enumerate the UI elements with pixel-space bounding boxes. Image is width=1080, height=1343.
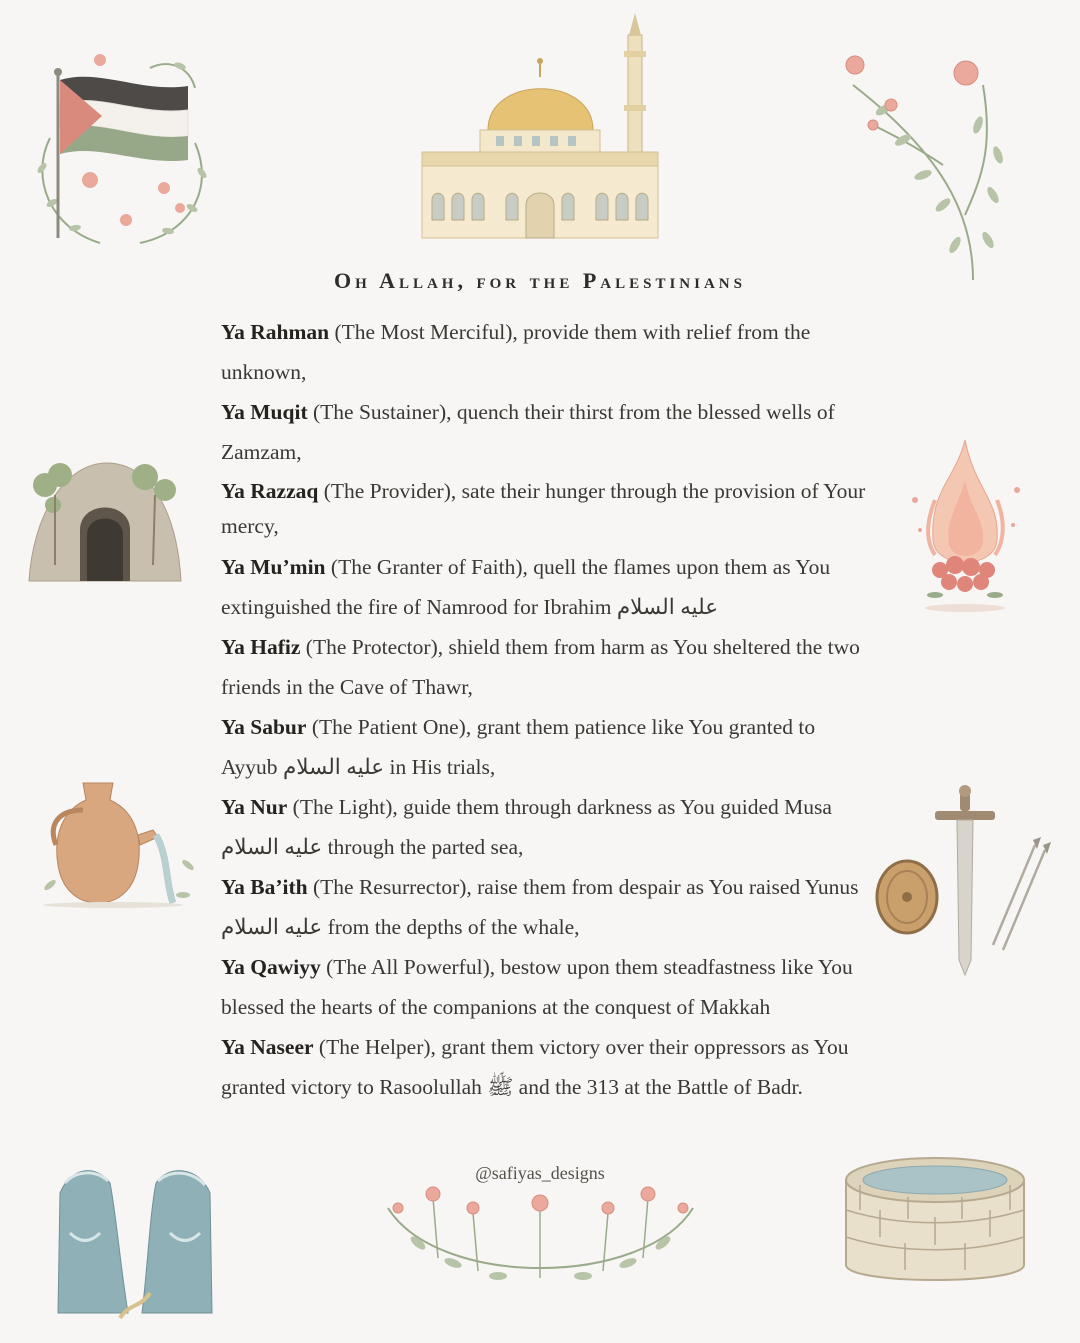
dua-text: (The All Powerful), bestow upon them steadfastness like You blessed the hearts of the companions at the conquest of Makkah	[221, 955, 853, 1019]
divine-name: Ya Naseer	[221, 1035, 314, 1059]
dua-item	[221, 947, 871, 1027]
dua-item	[221, 787, 871, 867]
divine-name: Ya Razzaq	[221, 479, 319, 503]
flower-garland-icon	[378, 1168, 703, 1298]
sword-shield-arrows-icon	[875, 785, 1070, 980]
dua-item	[221, 627, 871, 707]
dua-text: (The Most Merciful), provide them with relief from the unknown,	[221, 320, 811, 384]
dua-text: (The Resurrector), raise them from despair as You raised Yunus عليه السلام from the depths of the whale,	[221, 875, 859, 939]
divine-name: Ya Rahman	[221, 320, 330, 344]
dua-item	[221, 392, 871, 472]
dua-item	[221, 1027, 871, 1107]
dua-item	[221, 312, 871, 392]
divine-name: Ya Sabur	[221, 715, 307, 739]
page-title: Oh Allah, for the Palestinians	[334, 268, 746, 293]
dua-text: (The Sustainer), quench their thirst from the blessed wells of Zamzam,	[221, 400, 835, 464]
fire-flowers-icon	[905, 430, 1025, 615]
dua-text: (The Light), guide them through darkness as You guided Musa عليه السلام through the parted sea,	[221, 795, 832, 859]
divine-name: Ya Qawiyy	[221, 955, 321, 979]
dua-text: (The Helper), grant them victory over their oppressors as You granted victory to Rasoolullah ﷺ and the 313 at the Battle of Badr.	[221, 1035, 849, 1099]
dua-item	[221, 547, 871, 627]
dua-item	[221, 707, 871, 787]
dua-text: (The Provider), sate their hunger through the provision of Your mercy,	[221, 479, 866, 538]
dua-list	[221, 312, 871, 1107]
divine-name: Ya Nur	[221, 795, 288, 819]
divine-name: Ya Ba’ith	[221, 875, 308, 899]
cave-icon	[25, 455, 185, 585]
dua-text: (The Patient One), grant them patience like You granted to Ayyub عليه السلام in His trials,	[221, 715, 816, 779]
divine-name: Ya Mu’min	[221, 555, 326, 579]
parted-sea-icon	[50, 1163, 220, 1323]
dua-item	[221, 472, 871, 547]
divine-name: Ya Muqit	[221, 400, 308, 424]
dua-text: (The Protector), shield them from harm as You sheltered the two friends in the Cave of Thawr,	[221, 635, 860, 699]
instagram-handle[interactable]: @safiyas_designs	[475, 1163, 605, 1183]
flower-branch-icon	[833, 45, 1028, 285]
divine-name: Ya Hafiz	[221, 635, 301, 659]
palestine-flag-wreath-icon	[30, 48, 215, 253]
al-aqsa-dome-icon	[418, 5, 663, 243]
dua-item	[221, 867, 871, 947]
dua-text: (The Granter of Faith), quell the flames upon them as You extinguished the fire of Namrood for Ibrahim عليه السلام	[221, 555, 831, 619]
clay-jug-icon	[38, 775, 198, 910]
